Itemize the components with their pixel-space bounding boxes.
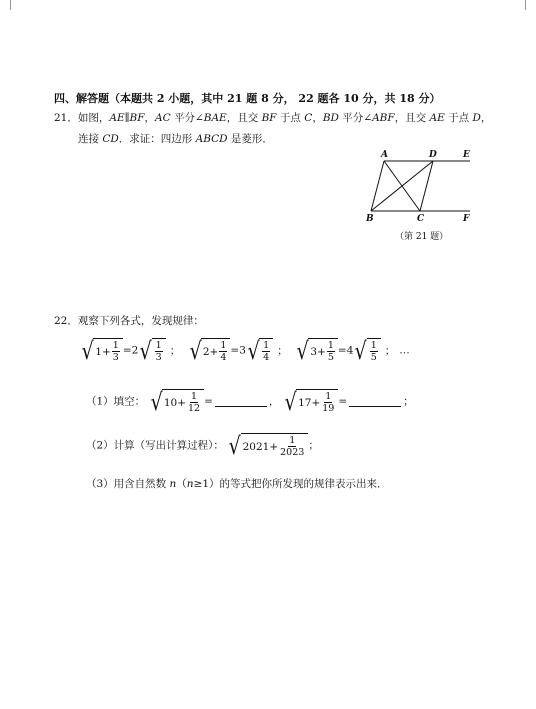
q21-text: 平分∠: [170, 112, 204, 124]
q22-line-1: [54, 314, 204, 328]
segment-dc: [420, 161, 433, 211]
part2-expr: √ 2021 + $\frac{1}{2023}$: [227, 433, 308, 458]
q21-text: 于点: [276, 112, 305, 124]
page-corner-mark-left: [0, 0, 11, 10]
part1-blank-1[interactable]: [215, 396, 267, 407]
q21-d: D: [472, 112, 481, 124]
q22-part2: （2）计算（写出计算过程）： √ 2021 + $\frac{1}{2023}$ ；: [86, 431, 319, 460]
part3-n: n: [186, 478, 194, 490]
label-e: E: [463, 150, 470, 160]
q21-abf: ABF: [372, 112, 395, 124]
q21-text: ．求证：四边形: [118, 133, 196, 145]
label-d: D: [429, 150, 437, 160]
q21-ac: AC: [154, 112, 171, 124]
page-corner-mark-right: [525, 0, 536, 10]
q21-text: ，: [480, 112, 492, 124]
section-heading: 四、解答题（本题共 2 小题，其中 21 题 8 分， 22 题各 10 分，共 18 分）: [54, 92, 441, 105]
q22-number: 22．: [54, 315, 78, 327]
q21-line-2: [78, 132, 273, 146]
q21-bd: BD: [322, 112, 339, 124]
q21-number: 21．: [54, 112, 78, 124]
q21-text: 是菱形．: [227, 133, 273, 145]
q22-intro: 观察下列各式，发现规律：: [77, 315, 204, 327]
part3-n: n: [169, 478, 177, 490]
q21-text: ，: [312, 112, 323, 124]
q21-cd: CD: [102, 133, 119, 145]
q21-text: ，且交: [394, 112, 430, 124]
example-2: √ 2 + $\frac{1}{4}$: [188, 338, 231, 363]
part3-text: ≥1）的等式把你所发现的规律表示出来．: [193, 478, 388, 490]
part1-label: （1）填空：: [86, 395, 146, 408]
q21-ae: AE: [429, 112, 445, 124]
part3-text: （3）用含自然数: [86, 478, 170, 490]
label-f: F: [463, 214, 470, 224]
q21-line-1: [54, 111, 491, 125]
part2-label: （2）计算（写出计算过程）：: [86, 439, 224, 452]
q21-text: 平分∠: [338, 112, 373, 124]
q21-text: ，: [144, 112, 155, 124]
part1-expr-1: √ 10 + $\frac{1}{12}$: [149, 389, 205, 414]
q21-geometry-figure: [362, 147, 484, 225]
q21-bf: BF: [261, 112, 277, 124]
q21-bae: BAE: [203, 112, 227, 124]
q21-abcd: ABCD: [195, 133, 228, 145]
segment-ab: [371, 161, 384, 211]
q21-text: 如图，: [77, 112, 110, 124]
q21-ae-parallel-bf: AE∥BF: [109, 112, 145, 124]
part3-text: （: [176, 478, 187, 490]
example-3: √ 3 + $\frac{1}{5}$: [295, 338, 338, 363]
ellipsis: …: [399, 344, 410, 357]
label-b: B: [366, 214, 374, 224]
example-1: √ 1 + $\frac{1}{3}$: [80, 338, 123, 363]
q21-text: 连接: [78, 133, 103, 145]
label-c: C: [417, 214, 425, 224]
part1-blank-2[interactable]: [349, 396, 401, 407]
diagonal-bd: [371, 161, 433, 211]
part1-expr-2: √ 17 + $\frac{1}{19}$: [283, 389, 339, 414]
q22-part3: [86, 477, 388, 491]
label-a: A: [381, 150, 388, 160]
q22-part1: （1）填空： √ 10 + $\frac{1}{12}$ = ， √ 17 + $\frac{1}{19}$ = ；: [86, 387, 414, 416]
q21-text: ，且交: [226, 112, 262, 124]
q22-examples: √ 1 + $\frac{1}{3}$ =2 √ $\frac{1}{3}$ ； √ 2 + $\frac{1}{4}$ =3 √ $\frac{1}{4}$ ； √ 3 + $\frac{1}{5}$ =4 √ $\frac{1}{5}$ ； …: [81, 336, 410, 365]
q21-figure-caption: （第 21 题）: [395, 232, 449, 242]
q21-text: 于点: [444, 112, 473, 124]
q21-c: C: [304, 112, 313, 124]
